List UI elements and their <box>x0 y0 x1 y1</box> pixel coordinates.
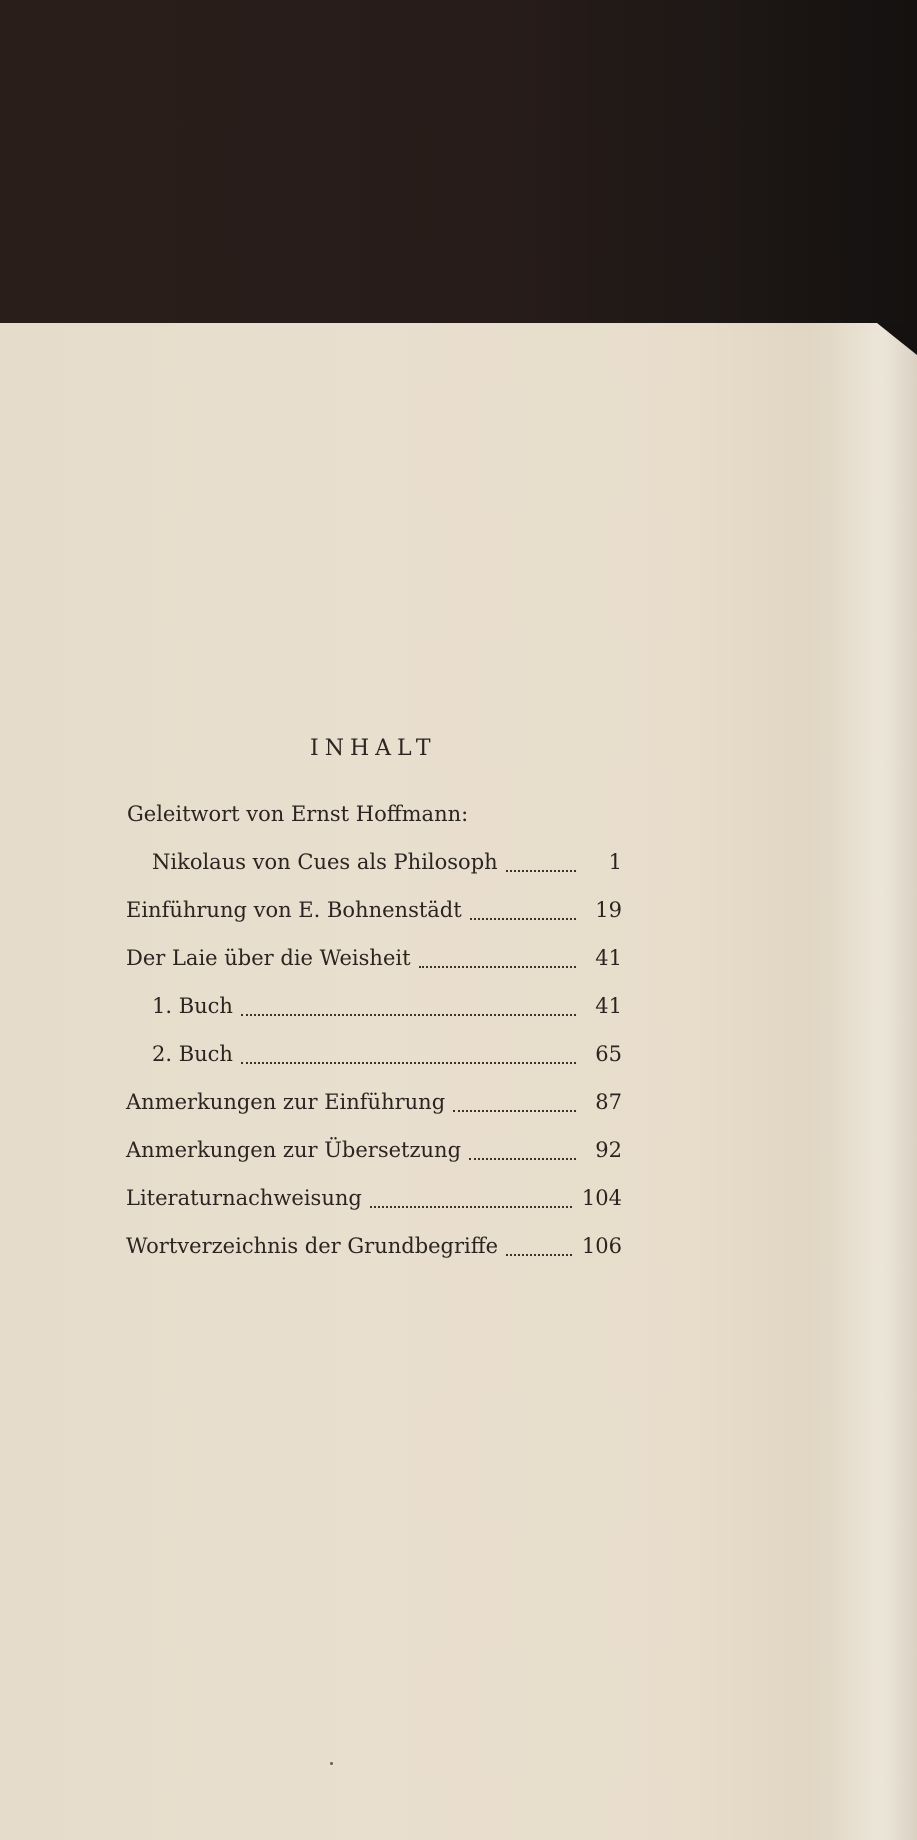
toc-entry-page: 87 <box>595 1090 622 1114</box>
toc-title: INHALT <box>310 736 437 761</box>
toc-entry <box>126 1234 622 1264</box>
toc-entry-page: 1 <box>608 850 622 874</box>
toc-entry <box>126 898 622 928</box>
toc-entry-page: 41 <box>595 946 622 970</box>
toc-entry-label: Einführung von E. Bohnenstädt <box>126 898 462 922</box>
toc-entry-label: 1. Buch <box>152 994 233 1018</box>
dot-leader <box>453 1110 576 1112</box>
toc-entry <box>126 1186 622 1216</box>
toc-entry-page: 19 <box>595 898 622 922</box>
toc-entry <box>152 994 622 1024</box>
book-page <box>0 323 917 1840</box>
dot-leader <box>469 1158 576 1160</box>
dot-leader <box>506 1254 572 1256</box>
toc-entry-label: 2. Buch <box>152 1042 233 1066</box>
toc-entry-page: 65 <box>595 1042 622 1066</box>
toc-entry-label: Anmerkungen zur Übersetzung <box>126 1138 462 1162</box>
paper-speck <box>330 1762 333 1765</box>
toc-entry <box>126 1090 622 1120</box>
toc-entry <box>152 1042 622 1072</box>
toc-entry-label: Wortverzeichnis der Grundbegriffe <box>126 1234 499 1258</box>
toc-entry-label: Literaturnachweisung <box>126 1186 362 1210</box>
page-corner <box>877 323 917 355</box>
toc-entry-label: Der Laie über die Weisheit <box>126 946 411 970</box>
toc-entry-label: Nikolaus von Cues als Philosoph <box>152 850 498 874</box>
toc-entry-page: 41 <box>595 994 622 1018</box>
dot-leader <box>470 918 576 920</box>
toc-entry <box>126 946 622 976</box>
dot-leader <box>419 966 576 968</box>
dot-leader <box>370 1206 572 1208</box>
toc-entry <box>152 850 622 880</box>
dot-leader <box>506 870 576 872</box>
toc-entry-page: 104 <box>581 1186 622 1210</box>
toc-entry-page: 106 <box>581 1234 622 1258</box>
toc-heading: Geleitwort von Ernst Hoffmann: <box>127 802 469 826</box>
page-edge-shadow <box>831 323 917 1840</box>
toc-entry-page: 92 <box>595 1138 622 1162</box>
dot-leader <box>241 1062 576 1064</box>
toc-entry <box>126 1138 622 1168</box>
toc-entry-label: Anmerkungen zur Einführung <box>126 1090 446 1114</box>
dark-background <box>0 0 917 330</box>
dot-leader <box>241 1014 576 1016</box>
